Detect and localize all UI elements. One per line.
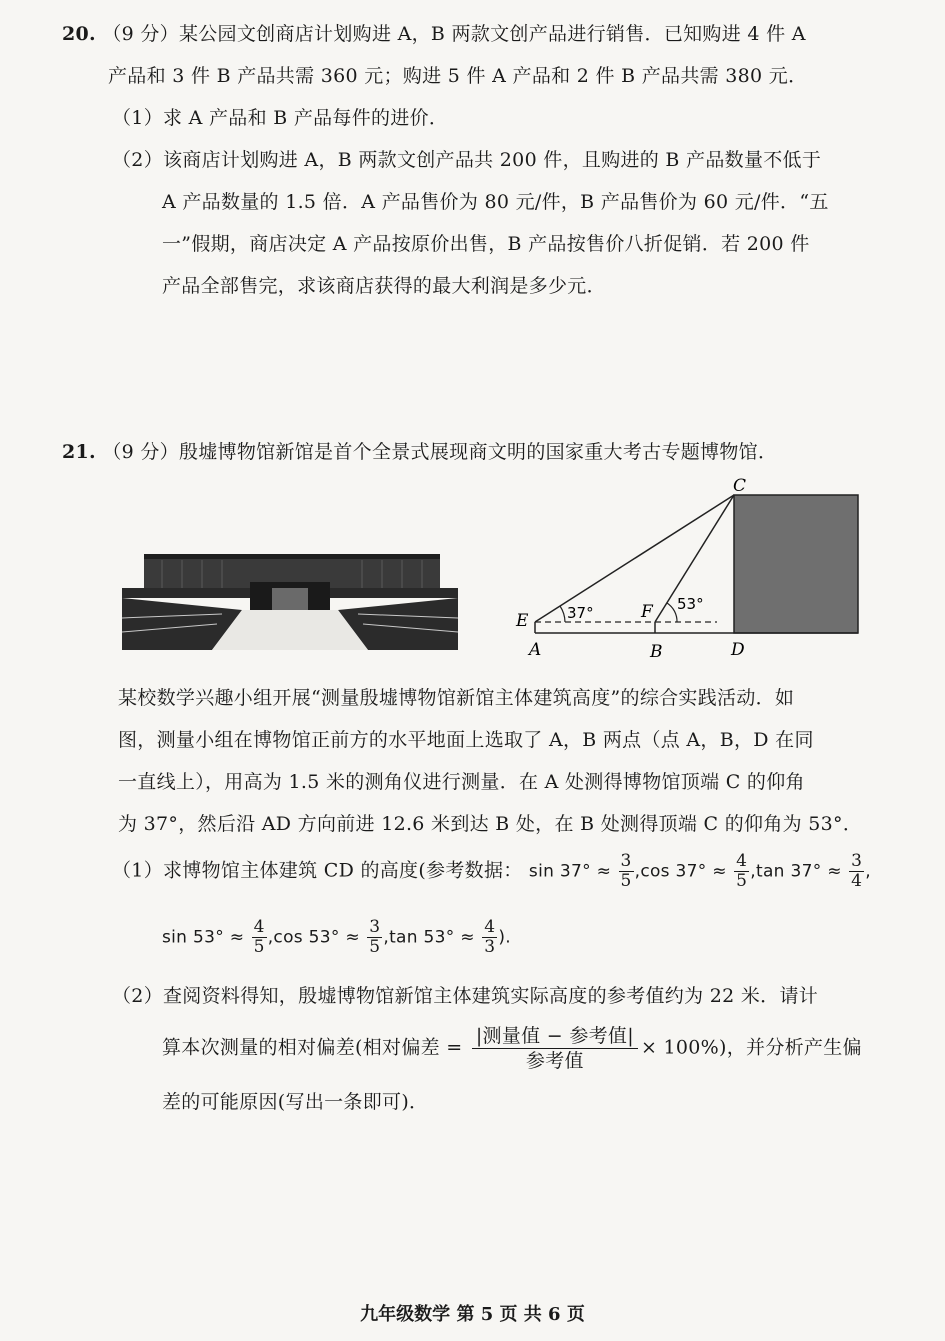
label-F: F [641,602,653,622]
tan53-label: ,tan 53° ≈ [383,927,475,948]
q21-stem: 殷墟博物馆新馆是首个全景式展现商文明的国家重大考古专题博物馆． [178,441,778,463]
q21-part2-3: 差的可能原因(写出一条即可)． [162,1091,429,1113]
q21-para-2: 图，测量小组在博物馆正前方的水平地面上选取了 A，B 两点（点 A，B，D 在同 [118,729,814,751]
label-D: D [731,640,745,660]
q21-part2-prefix: 算本次测量的相对偏差(相对偏差 = [162,1036,463,1059]
q21-para-1: 某校数学兴趣小组开展“测量殷墟博物馆新馆主体建筑高度”的综合实践活动．如 [118,687,795,709]
angle-arc-53 [667,603,677,622]
frac-4-5-b: $\frac{4}{5}$ [253,917,265,957]
q20-part2-2: A 产品数量的 1.5 倍．A 产品售价为 80 元/件，B 产品售价为 60 元/件．“五 [162,191,829,213]
frac-4-5-a: $\frac{4}{5}$ [736,851,748,891]
close-paren: ). [498,927,511,948]
relative-deviation-fraction: $\frac{\text{|测量值 − 参考值|}}{\text{参考值}}$ [472,1024,638,1073]
cos37-label: ,cos 37° ≈ [634,861,727,882]
q20-stem-1: 某公园文创商店计划购进 A，B 两款文创产品进行销售．已知购进 4 件 A [178,23,806,45]
q20-part2-3: 一”假期，商店决定 A 产品按原价出售，B 产品按售价八折促销．若 200 件 [162,233,810,255]
label-A: A [529,640,542,660]
q21-line1 [62,440,777,464]
q21-part2-suffix: × 100%)，并分析产生偏 [640,1036,862,1059]
q21-part1 [112,852,871,891]
sin53-label: sin 53° ≈ [162,927,245,948]
q20-part1: （1）求 A 产品和 B 产品每件的进价． [112,107,449,129]
q21-score: （9 分） [102,441,179,463]
comma: , [865,861,871,882]
q20-number: 20. [62,23,96,45]
label-B: B [650,642,663,662]
q20-part2-4: 产品全部售完，求该商店获得的最大利润是多少元． [162,275,606,297]
geometry-diagram [505,475,880,665]
tan37-label: ,tan 37° ≈ [750,861,842,882]
q20-line1 [62,22,806,46]
q21-part1-prefix: （1）求博物馆主体建筑 CD 的高度(参考数据： [112,859,523,882]
sin37-label: sin 37° ≈ [528,861,612,882]
frac-3-4: $\frac{3}{4}$ [851,851,863,891]
q21-part2-2 [162,1024,862,1073]
q21-part2-1: （2）查阅资料得知，殷墟博物馆新馆主体建筑实际高度的参考值约为 22 米．请计 [112,985,819,1007]
label-C: C [733,476,747,496]
building [734,495,858,633]
frac-3-5-a: $\frac{3}{5}$ [620,851,632,891]
q21-part1-ref2 [162,918,511,957]
angle-arc-37 [560,606,565,622]
label-E: E [516,611,529,631]
q20-score: （9 分） [102,23,179,45]
cos53-label: ,cos 53° ≈ [267,927,360,948]
museum-photo [122,548,458,650]
q21-number: 21. [62,441,96,463]
line-EC [535,495,734,622]
q20-part2-1: （2）该商店计划购进 A，B 两款文创产品共 200 件，且购进的 B 产品数量不低于 [112,149,822,171]
frac-3-5-b: $\frac{3}{5}$ [369,917,381,957]
q20-stem-2: 产品和 3 件 B 产品共需 360 元；购进 5 件 A 产品和 2 件 B 产品共需 380 元． [108,65,808,87]
page-footer: 九年级数学 第 5 页 共 6 页 [360,1304,585,1325]
q21-para-4: 为 37°，然后沿 AD 方向前进 12.6 米到达 B 处，在 B 处测得顶端 C 的仰角为 53°． [118,813,863,835]
angle-53: 53° [677,595,704,613]
frac-4-3: $\frac{4}{3}$ [484,917,496,957]
q21-para-3: 一直线上），用高为 1.5 米的测角仪进行测量．在 A 处测得博物馆顶端 C 的仰角 [118,771,805,793]
angle-37: 37° [567,604,594,622]
